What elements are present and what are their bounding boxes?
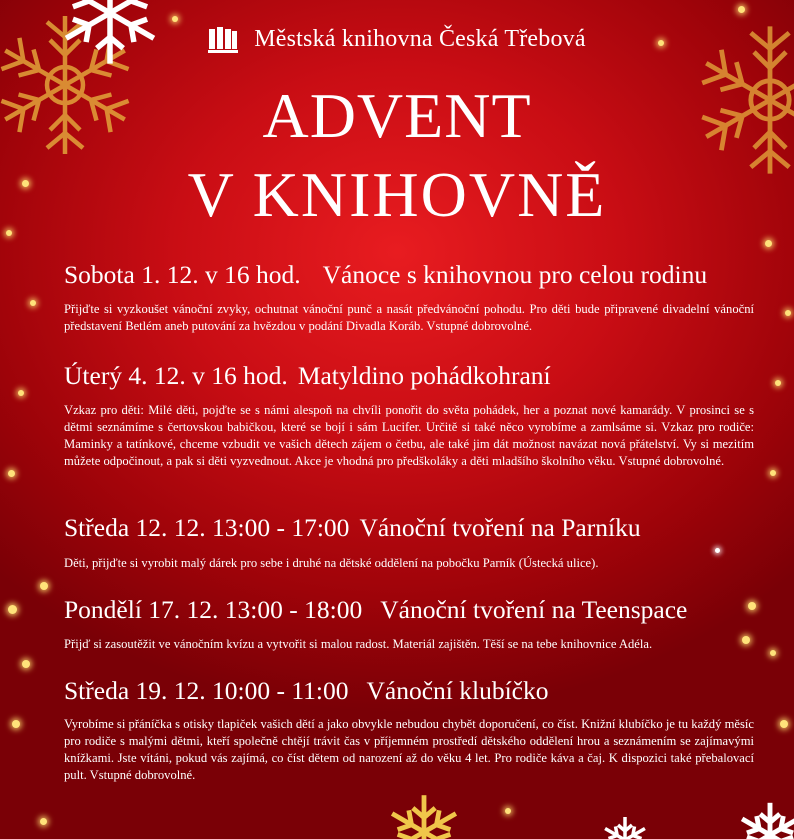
event-date: Pondělí 17. 12. 13:00 - 18:00	[64, 595, 363, 624]
event-name: Vánoční tvoření na Teenspace	[380, 595, 688, 624]
event-description: Děti, přijďte si vyrobit malý dárek pro sebe i druhé na dětské oddělení na pobočku Parník (Ústecká ulice).	[64, 556, 599, 570]
poster-title-line1: ADVENT	[262, 80, 532, 151]
event-description: Vyrobíme si přáníčka s otisky tlapiček vašich dětí a jako obvykle nebudou chybět doporučení, co číst. Knižní klubíčko je tu každý měsíc pro rodiče s malými dětmi, kteří společně chtějí trávit čas v příjemném prostředí dětského oddělení hrou a seznámením se zajímavými knížkami. Jste vítáni, pokud vás zajímá, co číst dětem od narození až do věku 4 let. Pro rodiče káva a čaj. K dispozici také přebalovací pult. Vstupné dobrovolné.	[64, 717, 754, 782]
event-heading	[64, 597, 687, 623]
library-name: Městská knihovna Česká Třebová	[254, 26, 586, 52]
event-date: Úterý 4. 12. v 16 hod.	[64, 361, 288, 390]
event-name: Vánoční tvoření na Parníku	[359, 513, 641, 542]
header	[0, 26, 794, 53]
snowflake-icon	[600, 815, 650, 839]
snowflake-icon	[384, 792, 464, 839]
event-date: Sobota 1. 12. v 16 hod.	[64, 260, 301, 289]
event-description: Přijďte si vyzkoušet vánoční zvyky, ochutnat vánoční punč a nasát předvánoční pohodu. Pro děti bude připravené divadelní vánoční představení Betlém aneb putování za hvězdou v podání Divadla Koráb. Vstupné dobrovolné.	[64, 302, 754, 333]
event-name: Vánoční klubíčko	[366, 676, 549, 705]
event-heading	[64, 262, 707, 288]
event-name: Vánoce s knihovnou pro celou rodinu	[322, 260, 708, 289]
event-date: Středa 19. 12. 10:00 - 11:00	[64, 676, 349, 705]
snowflake-icon	[735, 800, 794, 839]
event-heading	[64, 363, 551, 389]
event-name: Matyldino pohádkohraní	[297, 361, 551, 390]
event-description: Vzkaz pro děti: Milé děti, pojďte se s námi alespoň na chvíli ponořit do světa pohádek, her a poznat nové kamarády. V prosinci se s dětmi seznámíme s čertovskou babičkou, které se bojí i sám Lucifer. Určitě si také něco vyrobíme a zamlsáme si. Vzkaz pro rodiče: Maminky a tatínkové, chceme vzbudit ve vašich dětech zájem o četbu, ale také jim dát možnost navázat nová přátelství. Vy si mezitím můžete odpočinout, a pak si děti vyzvednout. Akce je vhodná pro předškoláky a děti mladšího školního věku. Vstupné dobrovolné.	[64, 403, 754, 468]
poster-title-line2: V KNIHOVNĚ	[187, 159, 607, 230]
library-logo-icon	[208, 27, 238, 53]
event-heading	[64, 678, 548, 704]
event-description: Přijď si zasoutěžit ve vánočním kvízu a vytvořit si malou radost. Materiál zajištěn. Těší se na tebe knihovnice Adéla.	[64, 637, 653, 651]
event-date: Středa 12. 12. 13:00 - 17:00	[64, 513, 350, 542]
event-heading	[64, 515, 641, 541]
